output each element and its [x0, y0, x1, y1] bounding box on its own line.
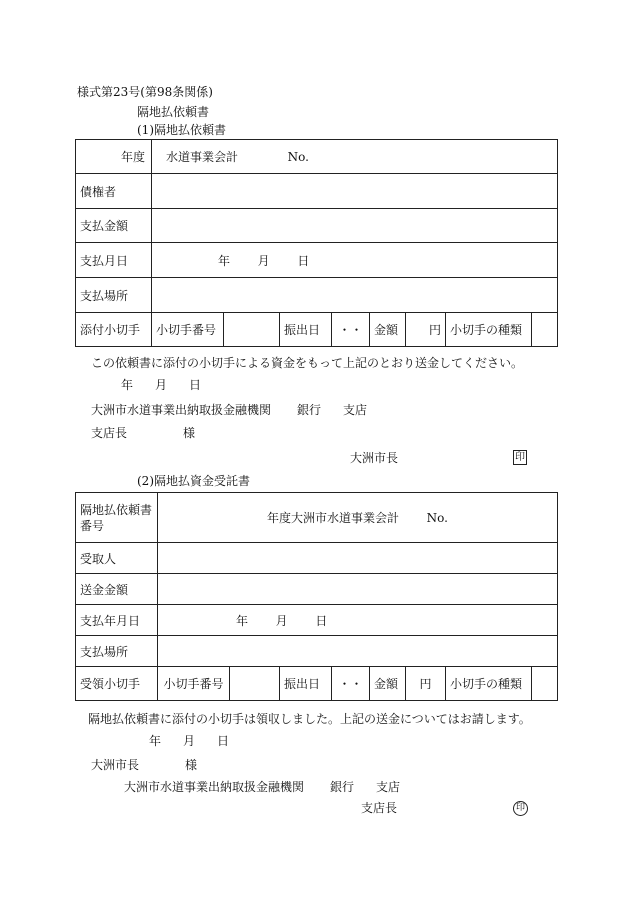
- remit-amount-field[interactable]: [158, 574, 558, 605]
- check-type-label: 小切手の種類: [446, 313, 532, 347]
- yen-unit: 円: [406, 313, 446, 347]
- form-number: 様式第23号(第98条関係): [77, 85, 213, 99]
- section2-heading: (2)隔地払資金受託書: [137, 474, 250, 488]
- issue-date-field[interactable]: ・・: [332, 313, 370, 347]
- amount-short-label: 金額: [370, 313, 406, 347]
- receipt-table: [75, 492, 558, 701]
- form-title: 隔地払依頼書: [137, 105, 210, 119]
- remit-amount-label: 送金金額: [76, 574, 158, 605]
- account-name: 水道事業会計: [166, 150, 239, 164]
- date-month: 月: [257, 253, 270, 268]
- receipt-number-label: No.: [426, 511, 448, 525]
- bank-branch: 支店: [343, 403, 368, 417]
- date-year: 年: [218, 253, 231, 268]
- check-number-label: 小切手番号: [152, 313, 224, 347]
- request-no-label-cell: [76, 493, 158, 543]
- request-no-label-1: 隔地払依頼書: [80, 502, 153, 517]
- receipt-place-label: 支払場所: [76, 636, 158, 667]
- receipt-place-field[interactable]: [158, 636, 558, 667]
- date-field[interactable]: [152, 243, 558, 278]
- year-label: 年度: [120, 150, 145, 164]
- date-label: 支払月日: [76, 243, 152, 278]
- branch-manager-honorific: 様: [183, 426, 196, 440]
- account-line: 年度大洲市水道事業会計: [267, 511, 400, 525]
- request-text: この依頼書に添付の小切手による資金をもって上記のとおり送金してください。: [91, 356, 524, 370]
- receipt-bank-org: 大洲市水道事業出納取扱金融機関: [124, 780, 305, 794]
- request-date-day: 日: [189, 378, 202, 392]
- receipt-check-number-field[interactable]: [230, 667, 280, 701]
- request-no-label-2: 番号: [80, 518, 105, 533]
- seal-stamp-icon: 印: [515, 452, 525, 463]
- year-label-cell: [76, 140, 152, 174]
- recipient-field[interactable]: [158, 543, 558, 574]
- seal-square: [513, 449, 527, 465]
- branch-manager-line: [91, 426, 195, 440]
- bank-org: 大洲市水道事業出納取扱金融機関: [91, 403, 272, 417]
- recipient-label: 受取人: [76, 543, 158, 574]
- receipt-date-line: [149, 734, 229, 748]
- amount-field[interactable]: [152, 209, 558, 243]
- request-date-year: 年: [121, 378, 134, 392]
- mayor-line-label: 大洲市長: [91, 758, 140, 772]
- receipt-date-year: 年: [236, 613, 249, 628]
- account-line-cell: [158, 493, 558, 543]
- date-day: 日: [297, 253, 310, 268]
- seal-round: [513, 799, 528, 816]
- receipt-line-month: 月: [183, 734, 196, 748]
- receipt-check-number-label: 小切手番号: [158, 667, 230, 701]
- request-date-month: 月: [155, 378, 168, 392]
- request-table: [75, 139, 558, 347]
- receipt-bank-line: [124, 780, 400, 794]
- receipt-issue-date-label: 振出日: [280, 667, 332, 701]
- receipt-issue-date-field[interactable]: ・・: [332, 667, 370, 701]
- amount-label: 支払金額: [76, 209, 152, 243]
- receipt-date-month: 月: [275, 613, 288, 628]
- receipt-bank-name: 銀行: [330, 780, 355, 794]
- account-cell: [152, 140, 558, 174]
- check-type-field[interactable]: [532, 313, 558, 347]
- issue-date-label: 振出日: [280, 313, 332, 347]
- section1-heading: (1)隔地払依頼書: [137, 123, 226, 137]
- bank-line: [91, 403, 367, 417]
- receipt-amount-short-label: 金額: [370, 667, 406, 701]
- received-check-label: 受領小切手: [76, 667, 158, 701]
- attached-check-label: 添付小切手: [76, 313, 152, 347]
- receipt-date-day: 日: [315, 613, 328, 628]
- mayor-line: [91, 758, 197, 772]
- creditor-label: 債権者: [76, 174, 152, 209]
- check-number-field[interactable]: [224, 313, 280, 347]
- receipt-line-year: 年: [149, 734, 162, 748]
- receipt-line-day: 日: [217, 734, 230, 748]
- creditor-field[interactable]: [152, 174, 558, 209]
- receipt-check-type-field[interactable]: [532, 667, 558, 701]
- bank-name: 銀行: [297, 403, 322, 417]
- receipt-yen-unit: 円: [406, 667, 446, 701]
- round-seal-stamp-icon: 印: [513, 801, 528, 816]
- number-label: No.: [287, 150, 309, 164]
- receipt-date-label: 支払年月日: [76, 605, 158, 636]
- receipt-branch-manager: 支店長: [361, 801, 398, 815]
- request-date-line: [121, 378, 201, 392]
- receipt-text: 隔地払依頼書に添付の小切手は領収しました。上記の送金についてはお請します。: [88, 712, 531, 726]
- place-field[interactable]: [152, 278, 558, 313]
- mayor-name: 大洲市長: [350, 451, 399, 465]
- place-label: 支払場所: [76, 278, 152, 313]
- receipt-bank-branch: 支店: [376, 780, 401, 794]
- receipt-date-field[interactable]: [158, 605, 558, 636]
- receipt-check-type-label: 小切手の種類: [446, 667, 532, 701]
- branch-manager-label: 支店長: [91, 426, 128, 440]
- mayor-line-honorific: 様: [185, 758, 198, 772]
